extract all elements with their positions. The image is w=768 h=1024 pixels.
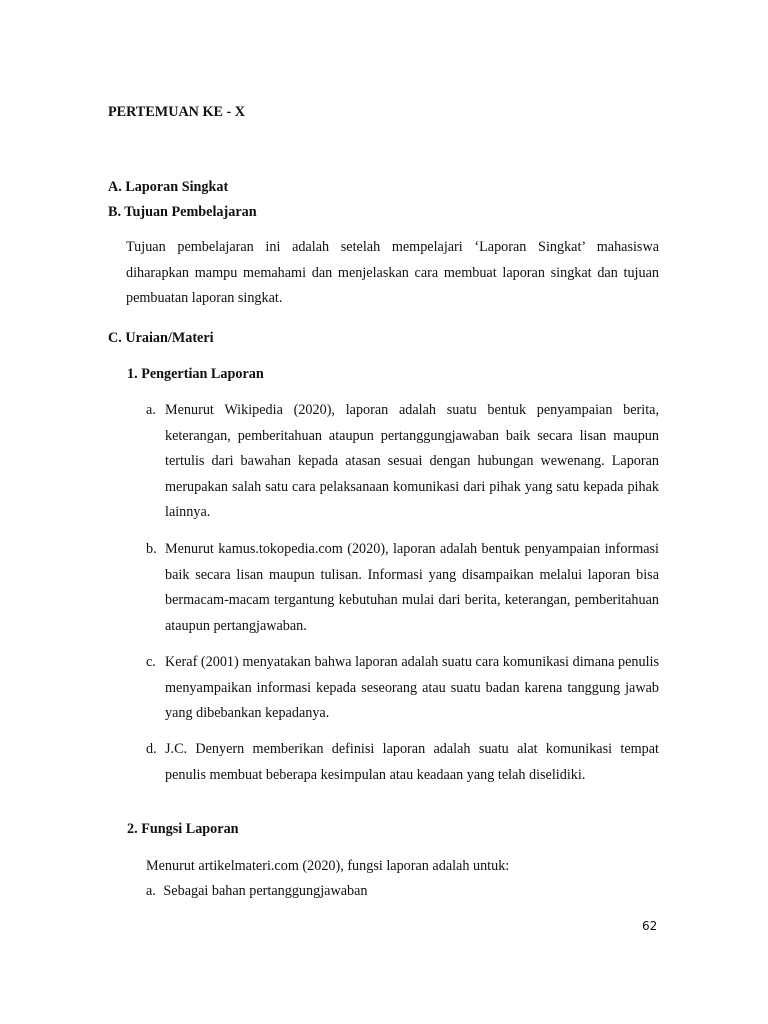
fungsi-item-a [146,878,367,904]
subsection-2-title: 2. Fungsi Laporan [127,821,239,837]
page-number: 62 [642,919,658,933]
definition-item-d [146,737,659,788]
section-a-title: A. Laporan Singkat [108,179,229,195]
definition-item-b [146,537,659,639]
definition-text: J.C. Denyern memberikan definisi laporan adalah suatu alat komunikasi tempat penulis membuat beberapa kesimpulan atau keadaan yang telah diselidiki. [165,741,659,783]
list-marker: a. [146,883,156,899]
definition-item-c [146,650,659,727]
list-marker: c. [146,654,156,670]
list-marker: b. [146,541,157,557]
subsection-1-title: 1. Pengertian Laporan [127,366,264,382]
definition-item-a [146,398,659,526]
section-b-title: B. Tujuan Pembelajaran [108,204,257,220]
definition-text: Menurut Wikipedia (2020), laporan adalah suatu bentuk penyampaian berita, keterangan, pemberitahuan ataupun pertanggungjawaban baik secara lisan maupun tertulis dari bawahan kepada atasan sesuai dengan hubungan wewenang. Laporan merupakan salah satu cara pelaksanaan komunikasi dari pihak yang satu kepada pihak lainnya. [165,402,659,520]
definition-text: Menurut kamus.tokopedia.com (2020), laporan adalah bentuk penyampaian informasi baik secara lisan maupun tulisan. Informasi yang disampaikan melalui laporan bisa bermacam-macam tergantung kebutuhan mulai dari berita, keterangan, pemberitahuan ataupun pertangjawaban. [165,541,659,634]
page-heading: PERTEMUAN KE - X [108,104,246,120]
fungsi-intro: Menurut artikelmateri.com (2020), fungsi laporan adalah untuk: [146,858,510,874]
fungsi-item-text: Sebagai bahan pertanggungjawaban [163,883,368,899]
section-c-title: C. Uraian/Materi [108,330,214,346]
definition-text: Keraf (2001) menyatakan bahwa laporan adalah suatu cara komunikasi dimana penulis menyampaikan informasi kepada seseorang atau suatu badan karena tanggung jawab yang dibebankan kepadanya. [165,654,659,721]
tujuan-paragraph: Tujuan pembelajaran ini adalah setelah mempelajari ‘Laporan Singkat’ mahasiswa diharapkan mampu memahami dan menjelaskan cara membuat laporan singkat dan tujuan pembuatan laporan singkat. [126,239,659,306]
list-marker: a. [146,402,156,418]
list-marker: d. [146,741,157,757]
